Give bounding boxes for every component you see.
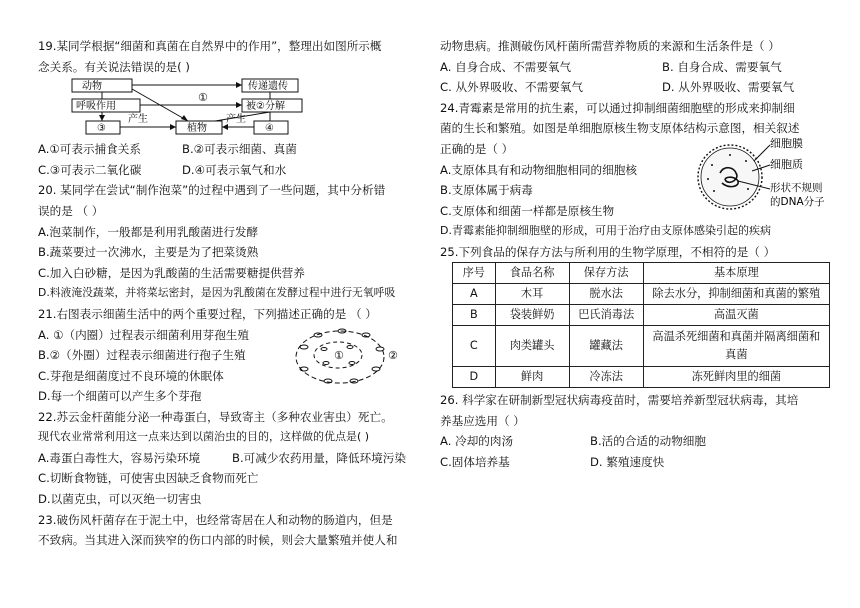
q25-table — [452, 262, 830, 388]
q24-option-c: C.支原体和细菌一样都是原核生物 — [440, 203, 615, 218]
q26-stem-line1: 26. 科学家在研制新型冠状病毒疫苗时，需要培养新型冠状病毒，其培 — [440, 393, 799, 408]
q19-concept-diagram — [38, 77, 430, 139]
q24-block — [440, 136, 830, 221]
q22-option-a: A.毒蛋白毒性大，容易污染环境 — [38, 450, 201, 465]
mycoplasma-diagram — [690, 131, 830, 217]
header-food: 食品名称 — [495, 263, 569, 284]
row-a-index: A — [453, 284, 496, 305]
row-a-principle: 除去水分，抑制细菌和真菌的繁殖 — [643, 284, 829, 305]
table-row — [453, 305, 830, 326]
q20-option-a: A.泡菜制作，一般都是利用乳酸菌进行发酵 — [38, 224, 259, 239]
q26-option-b: B.活的合适的动物细胞 — [590, 434, 706, 449]
q24-stem-line1: 24.青霉素是常用的抗生素，可以通过抑制细菌细胞壁的形成来抑制细 — [440, 100, 795, 115]
table-row — [453, 367, 830, 388]
q23-options-row2 — [440, 77, 830, 98]
q22-options-row1 — [38, 448, 430, 469]
q24-option-b: B.支原体属于病毒 — [440, 183, 533, 198]
q25-stem: 25.下列食品的保存方法与所利用的生物学原理，不相符的是（ ） — [440, 244, 776, 259]
q20-option-c: C.加入白砂糖，是因为乳酸菌的生活需要糖提供营养 — [38, 265, 305, 280]
q23-option-d: D. 从外界吸收、需要氧气 — [662, 80, 795, 95]
q23-stem-line1: 23.破伤风杆菌存在于泥土中，也经常寄居在人和动物的肠道内，但是 — [38, 512, 393, 527]
q21-block — [38, 325, 430, 407]
q20-option-b: B.蔬菜要过一次沸水，主要是为了把菜烫熟 — [38, 245, 259, 260]
q21-stem: 21.右图表示细菌生活中的两个重要过程，下列描述正确的是 （ ） — [38, 306, 377, 321]
q22-option-b: B.可减少农药用量，降低环境污染 — [232, 450, 406, 465]
q26-options-row1 — [440, 431, 830, 452]
q24-option-a: A.支原体具有和动物细胞相同的细胞核 — [440, 162, 637, 177]
diagram-box3: ③ — [97, 123, 106, 135]
q23-options-row1 — [440, 57, 830, 78]
q26-options-row2 — [440, 452, 830, 473]
row-b-method: 巴氏消毒法 — [569, 305, 643, 326]
q23-continued-line: 动物患病。推测破伤风杆菌所需营养物质的来源和生活条件是（ ） — [440, 39, 780, 53]
diagram-circle1: ① — [198, 91, 208, 105]
q19-options-row1 — [38, 139, 430, 160]
row-b-food: 袋装鲜奶 — [495, 305, 569, 326]
q19-diagram-svg — [70, 77, 330, 139]
left-column — [38, 36, 430, 551]
q22-option-d: D.以菌克虫，可以灭绝一切害虫 — [38, 491, 202, 506]
q24-stem-line2: 菌的生长和繁殖。如图是单细胞原核生物支原体结构示意图，相关叙述 — [440, 121, 800, 136]
label-cytoplasm: 细胞质 — [770, 157, 803, 171]
q21-option-a: A. ①（内圈）过程表示细菌利用芽孢生殖 — [38, 327, 249, 342]
row-d-index: D — [453, 367, 496, 388]
q19-options-row2 — [38, 160, 430, 181]
q20-option-d: D.料液淹没蔬菜，并将菜坛密封，是因为乳酸菌在发酵过程中进行无氧呼吸 — [38, 286, 396, 300]
q24-stem-line3: 正确的是（ ） — [440, 141, 514, 156]
label-dna-line1: 形状不规则 — [770, 181, 823, 194]
q23-option-c: C. 从外界吸收、不需要氧气 — [440, 80, 583, 95]
cycle-label-1: ① — [334, 348, 344, 362]
diagram-plant: 植物 — [187, 123, 207, 135]
row-a-food: 木耳 — [495, 284, 569, 305]
q26-option-a: A. 冷却的肉汤 — [440, 434, 514, 449]
diagram-inherit: 传递遗传 — [248, 81, 288, 93]
q24-option-d: D.青霉素能抑制细胞壁的形成，可用于治疗由支原体感染引起的疾病 — [440, 223, 771, 237]
row-c-principle: 高温杀死细菌和真菌并隔离细菌和真菌 — [643, 326, 829, 367]
row-c-index: C — [453, 326, 496, 367]
table-header-row — [453, 263, 830, 284]
header-index: 序号 — [453, 263, 496, 284]
q19-option-b: B.②可表示细菌、真菌 — [182, 142, 297, 157]
q19-option-a: A.①可表示捕食关系 — [38, 142, 141, 157]
q26-option-c: C.固体培养基 — [440, 454, 510, 469]
q21-option-c: C.芽孢是细菌度过不良环境的休眠体 — [38, 368, 224, 383]
header-principle: 基本原理 — [643, 263, 829, 284]
table-row — [453, 284, 830, 305]
row-c-method: 罐藏法 — [569, 326, 643, 367]
row-c-food: 肉类罐头 — [495, 326, 569, 367]
row-a-method: 脱水法 — [569, 284, 643, 305]
row-b-principle: 高温灭菌 — [643, 305, 829, 326]
row-d-food: 鲜肉 — [495, 367, 569, 388]
diagram-produce-left: 产生 — [128, 114, 148, 126]
label-dna-line2: 的DNA分子 — [770, 195, 825, 208]
diagram-decompose: 被②分解 — [246, 101, 285, 113]
diagram-animal: 动物 — [82, 81, 102, 93]
q22-option-c: C.切断食物链，可使害虫因缺乏食物而死亡 — [38, 471, 259, 486]
table-row — [453, 326, 830, 367]
q20-stem-line1: 20. 某同学在尝试“制作泡菜”的过程中遇到了一些问题，其中分析错 — [38, 183, 386, 198]
row-d-method: 冷冻法 — [569, 367, 643, 388]
row-b-index: B — [453, 305, 496, 326]
q19-stem-line2: 念关系。有关说法错误的是( ) — [38, 59, 190, 74]
q21-option-b: B.②（外圈）过程表示细菌进行孢子生殖 — [38, 348, 246, 363]
q23-option-b: B. 自身合成、需要氧气 — [662, 59, 782, 74]
row-d-principle: 冻死鲜肉里的细菌 — [643, 367, 829, 388]
q26-option-d: D. 繁殖速度快 — [590, 454, 665, 469]
q19-option-d: D.④可表示氧气和水 — [182, 162, 287, 177]
diagram-respiration: 呼吸作用 — [76, 101, 116, 113]
right-column — [440, 36, 830, 473]
label-cell-membrane: 细胞膜 — [770, 136, 803, 150]
q22-stem-line2: 现代农业常常利用这一点来达到以菌治虫的目的，这样做的优点是( ) — [38, 430, 370, 444]
diagram-box4: ④ — [265, 123, 274, 135]
bacteria-cycle-diagram — [288, 325, 408, 391]
cycle-label-2: ② — [388, 348, 398, 362]
q21-option-d: D.每一个细菌可以产生多个芽孢 — [38, 389, 202, 404]
diagram-produce-right: 产生 — [226, 114, 246, 126]
q23-stem-line2: 不致病。当其进入深而狭窄的伤口内部的时候，则会大量繁殖并使人和 — [38, 533, 398, 548]
q23-option-a: A. 自身合成、不需要氧气 — [440, 59, 572, 74]
q22-stem-line1: 22.苏云金杆菌能分泌一种毒蛋白，导致寄主（多种农业害虫）死亡。 — [38, 409, 393, 424]
q20-stem-line2: 误的是 （ ） — [38, 203, 104, 218]
q19-stem-line1: 19.某同学根据“细菌和真菌在自然界中的作用”，整理出如图所示概 — [38, 39, 382, 53]
q19-option-c: C.③可表示二氧化碳 — [38, 162, 142, 177]
header-method: 保存方法 — [569, 263, 643, 284]
q26-stem-line2: 养基应选用（ ） — [440, 413, 525, 428]
